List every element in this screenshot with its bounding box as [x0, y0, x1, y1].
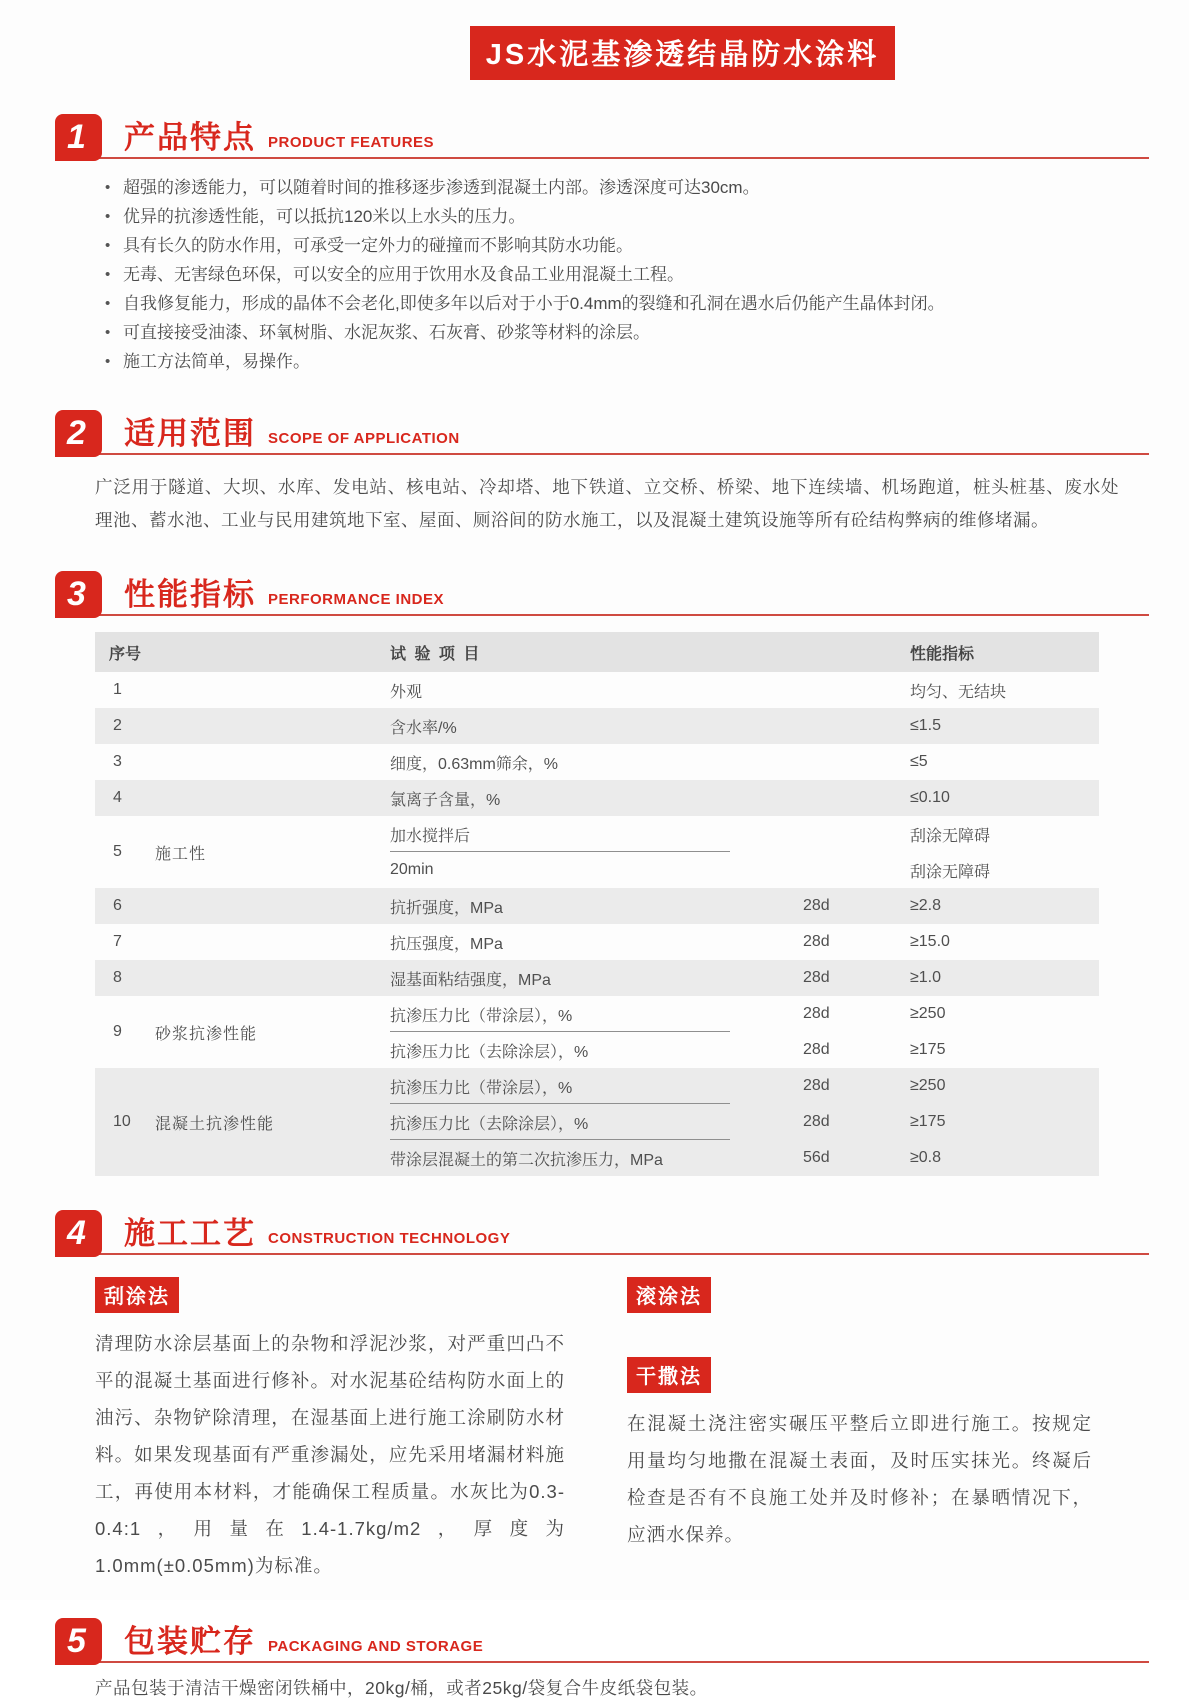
row-number: 1: [113, 681, 122, 698]
bullet-icon: •: [105, 266, 111, 283]
table-row: [95, 960, 1099, 996]
table-row: [95, 816, 1099, 888]
feature-item: [105, 173, 1149, 202]
index-value-cell: ≥250: [910, 1005, 946, 1022]
row-number: 6: [113, 897, 122, 914]
page-title: JS水泥基渗透结晶防水涂料: [470, 26, 895, 80]
header-performance-index: 性能指标: [910, 645, 975, 663]
row-number: 9: [113, 1023, 122, 1040]
row-subrows: [390, 744, 1099, 780]
index-value-cell: ≥250: [910, 1077, 946, 1094]
test-item-cell: 20min: [390, 861, 434, 878]
section-title: 包装贮存: [124, 1624, 256, 1659]
test-item-cell: 抗渗压力比（去除涂层），%: [390, 1115, 589, 1133]
row-number: 5: [113, 843, 122, 860]
packaging-paragraph: 产品包装于清洁干燥密闭铁桶中，20kg/桶，或者25kg/袋复合牛皮纸袋包装。: [95, 1678, 708, 1698]
feature-text: 优异的抗渗透性能，可以抵抗120米以上水头的压力。: [123, 207, 526, 226]
section-scope-header: [55, 410, 1149, 455]
feature-text: 无毒、无害绿色环保，可以安全的应用于饮用水及食品工业用混凝土工程。: [123, 265, 684, 284]
header-no: 序号: [109, 645, 142, 663]
index-value-cell: ≥0.8: [910, 1149, 942, 1166]
index-value-cell: ≥175: [910, 1041, 946, 1058]
test-item-cell: 抗压强度，MPa: [390, 935, 503, 953]
row-number: 3: [113, 753, 122, 770]
feature-text: 可直接接受油漆、环氧树脂、水泥灰浆、石灰膏、砂浆等材料的涂层。: [123, 323, 650, 342]
test-item-cell: 湿基面粘结强度，MPa: [390, 971, 551, 989]
test-item-cell: 抗渗压力比（带涂层），%: [390, 1007, 573, 1025]
age-cell: 56d: [803, 1149, 830, 1166]
section-construction: [0, 1210, 1189, 1584]
feature-text: 自我修复能力，形成的晶体不会老化,即使多年以后对于小于0.4mm的裂缝和孔洞在遇水后仍能产生晶体封闭。: [123, 294, 945, 313]
row-number: 4: [113, 789, 122, 806]
table-row: [95, 744, 1099, 780]
table-row: [95, 672, 1099, 708]
section-scope: [0, 410, 1189, 537]
table-subrow: [390, 924, 1099, 960]
section-performance: [0, 571, 1189, 1176]
section-packaging: [0, 1618, 1189, 1700]
table-row: [95, 780, 1099, 816]
row-subrows: [390, 996, 1099, 1068]
row-subrows: [390, 672, 1099, 708]
age-cell: 28d: [803, 1113, 830, 1130]
index-value-cell: 均匀、无结块: [910, 683, 1007, 701]
test-item-cell: 抗渗压力比（带涂层），%: [390, 1079, 573, 1097]
table-subrow: [390, 1140, 1099, 1176]
bullet-icon: •: [105, 324, 111, 341]
table-row: [95, 996, 1099, 1068]
section-number-badge: 3: [55, 571, 102, 618]
section-subtitle: PERFORMANCE INDEX: [268, 591, 445, 608]
feature-item: [105, 231, 1149, 260]
bullet-icon: •: [105, 295, 111, 312]
section-subtitle: PACKAGING AND STORAGE: [268, 1638, 484, 1655]
dry-spread-method-badge: 干撒法: [627, 1357, 711, 1393]
row-number: 10: [113, 1113, 131, 1130]
section-subtitle: CONSTRUCTION TECHNOLOGY: [268, 1230, 511, 1247]
table-subrow: [390, 708, 1099, 744]
section-title: 产品特点: [124, 120, 256, 155]
spacer: [627, 1313, 1092, 1357]
dry-spread-method-text: 在混凝土浇注密实碾压平整后立即进行施工。按规定用量均匀地撒在混凝土表面，及时压实抹光。终凝后检查是否有不良施工处并及时修补；在暴晒情况下，应洒水保养。: [627, 1413, 1092, 1545]
roll-dry-method-column: [627, 1277, 1092, 1584]
section-performance-header: [55, 571, 1149, 616]
section-number-badge: 1: [55, 114, 102, 161]
table-subrow: [390, 1068, 1099, 1104]
feature-item: [105, 202, 1149, 231]
table-row: [95, 888, 1099, 924]
table-subrow: [390, 744, 1099, 780]
header-test-item: 试 验 项 目: [390, 645, 482, 663]
row-number: 8: [113, 969, 122, 986]
table-subrow: [390, 780, 1099, 816]
bullet-icon: •: [105, 179, 111, 196]
test-item-cell: 细度，0.63mm筛余，%: [390, 755, 559, 773]
table-row: [95, 1068, 1099, 1176]
table-row: [95, 708, 1099, 744]
scope-paragraph: 广泛用于隧道、大坝、水库、发电站、核电站、冷却塔、地下铁道、立交桥、桥梁、地下连续墙、机场跑道，桩头桩基、废水处理池、蓄水池、工业与民用建筑地下室、屋面、厕浴间的防水施工，以及混凝土建筑设施等所有砼结构弊病的维修堵漏。: [95, 477, 1119, 530]
test-item-cell: 加水搅拌后: [390, 827, 471, 845]
test-item-cell: 带涂层混凝土的第二次抗渗压力，MPa: [390, 1151, 663, 1169]
index-value-cell: ≤1.5: [910, 717, 942, 734]
section-number-badge: 2: [55, 410, 102, 457]
row-subrows: [390, 960, 1099, 996]
table-subrow: [390, 960, 1099, 996]
feature-item: [105, 318, 1149, 347]
title-bar: [0, 0, 1189, 80]
section-title: 性能指标: [124, 577, 256, 612]
index-value-cell: ≥2.8: [910, 897, 942, 914]
section-subtitle: SCOPE OF APPLICATION: [268, 430, 460, 447]
row-subrows: [390, 924, 1099, 960]
bullet-icon: •: [105, 353, 111, 370]
feature-text: 超强的渗透能力，可以随着时间的推移逐步渗透到混凝土内部。渗透深度可达30cm。: [123, 178, 760, 197]
index-value-cell: ≥15.0: [910, 933, 950, 950]
table-subrow: [390, 1104, 1099, 1140]
section-construction-header: [55, 1210, 1149, 1255]
feature-item: [105, 260, 1149, 289]
table-subrow: [390, 996, 1099, 1032]
index-value-cell: ≥1.0: [910, 969, 942, 986]
table-body: [95, 672, 1099, 1176]
age-cell: 28d: [803, 933, 830, 950]
table-subrow: [390, 1032, 1099, 1068]
age-cell: 28d: [803, 1005, 830, 1022]
row-category: 砂浆抗渗性能: [155, 1025, 258, 1043]
table-header-row: [95, 632, 1099, 672]
row-subrows: [390, 708, 1099, 744]
feature-list: [105, 173, 1149, 376]
section-subtitle: PRODUCT FEATURES: [268, 134, 435, 151]
feature-item: [105, 347, 1149, 376]
scrape-method-text: 清理防水涂层基面上的杂物和浮泥沙浆，对严重凹凸不平的混凝土基面进行修补。对水泥基砼结构防水面上的油污、杂物铲除清理，在湿基面上进行施工涂刷防水材料。如果发现基面有严重渗漏处，应先采用堵漏材料施工，再使用本材料，才能确保工程质量。水灰比为0.3-0.4:1，用量在1.4-1.7kg/m2，厚度为1.0mm(±0.05mm)为标准。: [95, 1333, 565, 1576]
row-subrows: [390, 1068, 1099, 1176]
section-features: [0, 114, 1189, 376]
test-item-cell: 抗折强度，MPa: [390, 899, 503, 917]
index-value-cell: 刮涂无障碍: [910, 863, 991, 881]
section-title: 施工工艺: [124, 1216, 256, 1251]
test-item-cell: 外观: [390, 683, 423, 701]
feature-text: 施工方法简单，易操作。: [123, 352, 310, 371]
section-title: 适用范围: [124, 416, 256, 451]
test-item-cell: 含水率/%: [390, 719, 457, 737]
construction-columns: [95, 1277, 1095, 1584]
row-number: 2: [113, 717, 122, 734]
row-category: 施工性: [155, 845, 207, 863]
table-subrow: [390, 888, 1099, 924]
age-cell: 28d: [803, 1077, 830, 1094]
age-cell: 28d: [803, 969, 830, 986]
row-category: 混凝土抗渗性能: [155, 1115, 275, 1133]
row-number: 7: [113, 933, 122, 950]
test-item-cell: 抗渗压力比（去除涂层），%: [390, 1043, 589, 1061]
row-subrows: [390, 780, 1099, 816]
scrape-method-badge: 刮涂法: [95, 1277, 179, 1313]
table-subrow: [390, 672, 1099, 708]
index-value-cell: 刮涂无障碍: [910, 827, 991, 845]
section-features-header: [55, 114, 1149, 159]
feature-item: [105, 289, 1149, 318]
row-subrows: [390, 888, 1099, 924]
table-row: [95, 924, 1099, 960]
scrape-method-column: [95, 1277, 565, 1584]
feature-text: 具有长久的防水作用，可承受一定外力的碰撞而不影响其防水功能。: [123, 236, 633, 255]
index-value-cell: ≥175: [910, 1113, 946, 1130]
section-number-badge: 4: [55, 1210, 102, 1257]
bullet-icon: •: [105, 208, 111, 225]
roll-method-badge: 滚涂法: [627, 1277, 711, 1313]
bullet-icon: •: [105, 237, 111, 254]
section-number-badge: 5: [55, 1618, 102, 1665]
table-subrow: [390, 852, 1099, 888]
table-subrow: [390, 816, 1099, 852]
row-subrows: [390, 816, 1099, 888]
index-value-cell: ≤5: [910, 753, 928, 770]
section-packaging-header: [55, 1618, 1149, 1663]
performance-table: [95, 632, 1099, 1176]
age-cell: 28d: [803, 897, 830, 914]
test-item-cell: 氯离子含量，%: [390, 791, 501, 809]
age-cell: 28d: [803, 1041, 830, 1058]
index-value-cell: ≤0.10: [910, 789, 950, 806]
